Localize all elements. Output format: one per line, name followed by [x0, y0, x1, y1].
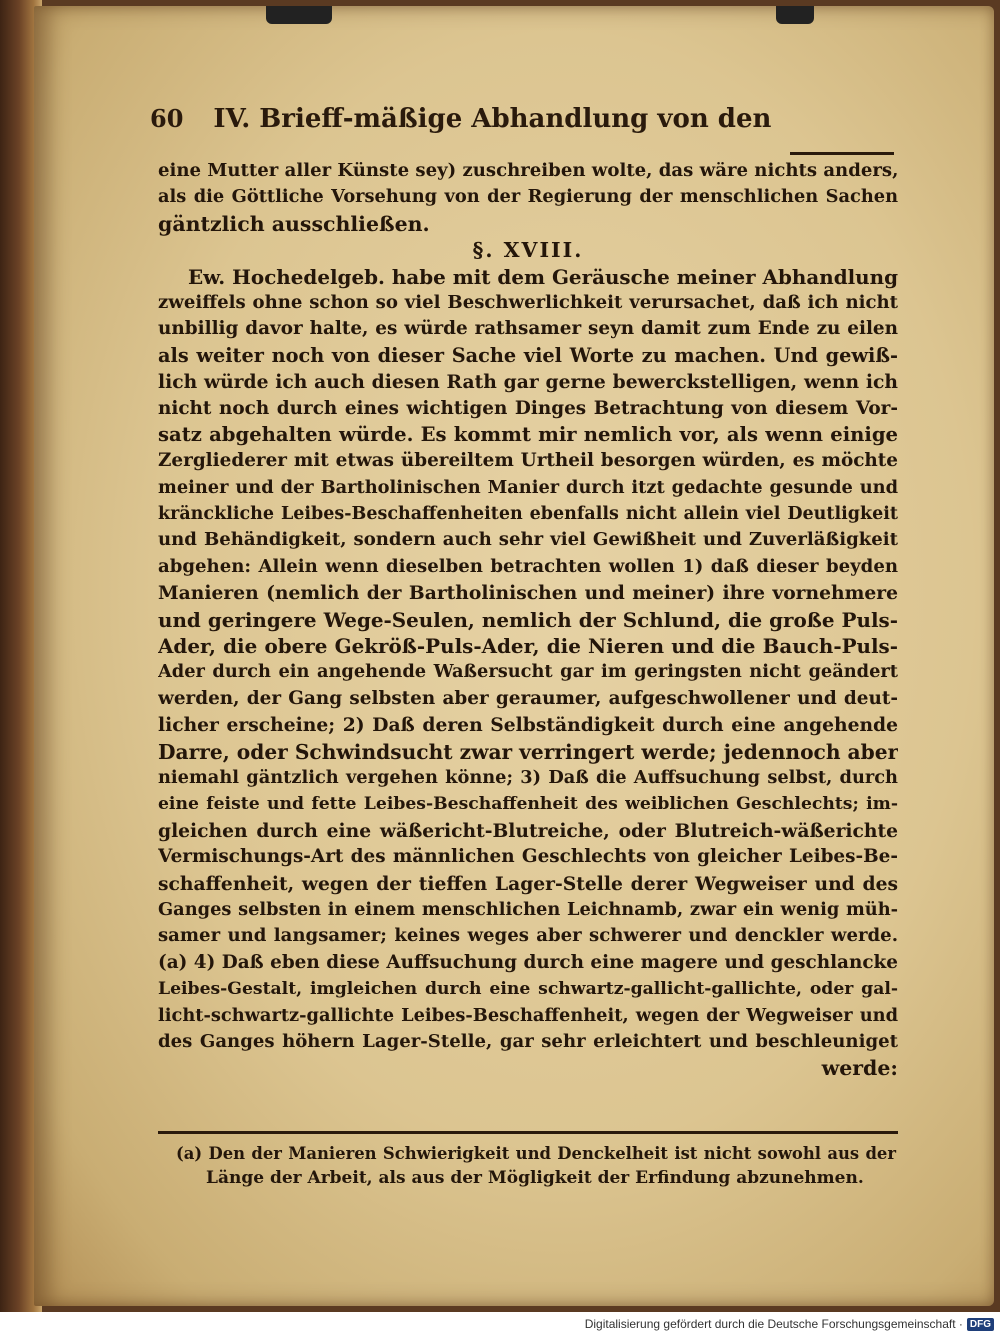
text-line: licht-schwartz-gallichte Leibes-Beschaffenheit, wegen der Wegweiser und	[158, 1004, 898, 1026]
text-line: eine feiste und fette Leibes-Beschaffenheit des weiblichen Geschlechts; im-	[158, 794, 898, 815]
text-line: Vermischungs-Art des männlichen Geschlechts von gleicher Leibes-Be-	[158, 846, 898, 868]
text-line: Ew. Hochedelgeb. habe mit dem Geräusche meiner Abhandlung	[188, 264, 898, 289]
body-text	[158, 158, 898, 1082]
text-line: lich würde ich auch diesen Rath gar gerne bewerckstelligen, wenn ich	[158, 371, 898, 394]
text-line: licher erscheine; 2) Daß deren Selbständigkeit durch eine angehende	[158, 714, 898, 737]
page-clip-left	[266, 6, 332, 24]
text-line: unbillig davor halte, es würde rathsamer seyn damit zum Ende zu eilen	[158, 318, 898, 340]
section-heading: §. XVIII.	[472, 238, 584, 263]
credit-text: Digitalisierung gefördert durch die Deutsche Forschungsgemeinschaft ·	[584, 1317, 963, 1331]
text-line: schaffenheit, wegen der tieffen Lager-Stelle derer Wegweiser und des	[158, 872, 898, 895]
text-line: und geringere Wege-Seulen, nemlich der Schlund, die große Puls-	[158, 607, 898, 632]
text-line: Leibes-Gestalt, imgleichen durch eine schwartz-gallicht-gallichte, oder gal-	[158, 979, 898, 1000]
page-number: 60	[150, 104, 184, 133]
text-line: meiner und der Bartholinischen Manier durch itzt gedachte gesunde und	[158, 476, 898, 498]
text-line: Manieren (nemlich der Bartholinischen und meiner) ihre vornehmere	[158, 582, 898, 605]
text-line: kränckliche Leibes-Beschaffenheiten ebenfalls nicht allein viel Deutligkeit	[158, 504, 898, 525]
page-clip-right	[776, 6, 814, 24]
text-line: Ganges selbsten in einem menschlichen Leichnamb, zwar ein wenig müh-	[158, 898, 898, 920]
header-rule	[790, 152, 894, 155]
text-line: Ader, die obere Gekröß-Puls-Ader, die Nieren und die Bauch-Puls-	[158, 634, 898, 659]
dfg-logo: DFG	[967, 1318, 994, 1331]
text-line: als die Göttliche Vorsehung von der Regierung der menschlichen Sachen	[158, 186, 898, 208]
running-title: IV. Brieff-mäßige Abhandlung von den	[213, 104, 772, 134]
footnote-rule	[158, 1131, 898, 1134]
text-line: zweiffels ohne schon so viel Beschwerlichkeit verursachet, daß ich nicht	[158, 291, 898, 313]
text-line: niemahl gäntzlich vergehen könne; 3) Daß die Auffsuchung selbst, durch	[158, 766, 898, 788]
text-line: (a) 4) Daß eben diese Auffsuchung durch eine magere und geschlancke	[158, 951, 898, 973]
footnote-line: (a) Den der Manieren Schwierigkeit und Denckelheit ist nicht sowohl aus der	[176, 1144, 896, 1163]
text-line: Darre, oder Schwindsucht zwar verringert werde; jedennoch aber	[158, 739, 898, 764]
text-line: satz abgehalten würde. Es kommt mir nemlich vor, als wenn einige	[158, 422, 898, 446]
footnote-line: Länge der Arbeit, als aus der Mögligkeit der Erfindung abzunehmen.	[206, 1168, 864, 1188]
text-line: Zergliederer mit etwas übereiltem Urtheil besorgen würden, es möchte	[158, 450, 898, 472]
catchword: werde:	[821, 1056, 898, 1081]
text-line: gäntzlich ausschließen.	[158, 211, 430, 236]
text-line: abgehen: Allein wenn dieselben betrachten wollen 1) daß dieser beyden	[158, 555, 898, 577]
text-line: nicht noch durch eines wichtigen Dinges Betrachtung von diesem Vor-	[158, 397, 898, 419]
digitization-credit	[585, 1317, 994, 1331]
footnote	[176, 1142, 896, 1190]
text-line: samer und langsamer; keines weges aber schwerer und denckler werde.	[158, 925, 898, 947]
text-line: eine Mutter aller Künste sey) zuschreiben wolte, das wäre nichts anders,	[158, 160, 898, 181]
text-line: und Behändigkeit, sondern auch sehr viel Gewißheit und Zuverläßigkeit	[158, 529, 898, 551]
text-line: werden, der Gang selbsten aber geraumer, aufgeschwollener und deut-	[158, 687, 898, 709]
text-line: als weiter noch von dieser Sache viel Worte zu machen. Und gewiß-	[158, 343, 898, 367]
text-line: Ader durch ein angehende Waßersucht gar im geringsten nicht geändert	[158, 661, 898, 683]
running-header	[150, 104, 770, 144]
text-line: gleichen durch eine wäßericht-Blutreiche, oder Blutreich-wäßerichte	[158, 819, 898, 842]
text-line: des Ganges höhern Lager-Stelle, gar sehr erleichtert und beschleuniget	[158, 1030, 898, 1052]
